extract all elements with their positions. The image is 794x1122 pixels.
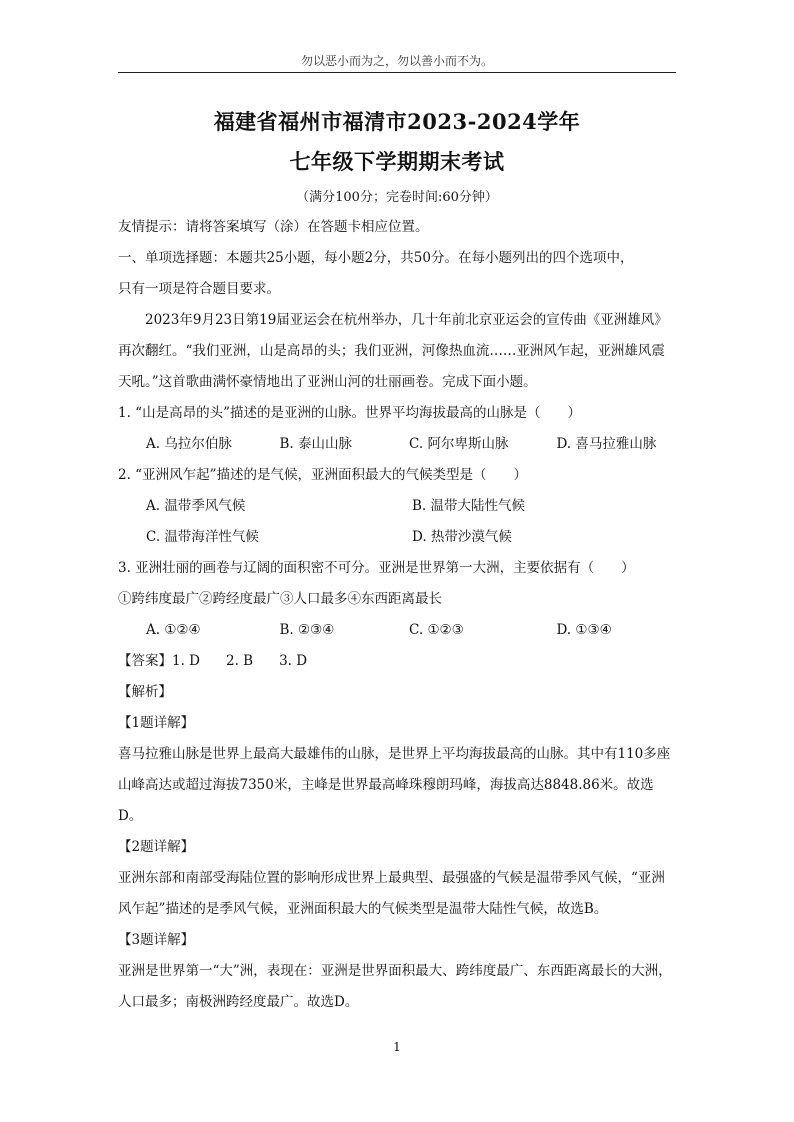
q3-detail-title: 【3题详解】 [118,932,195,948]
document-title-line2: 七年级下学期期末考试 [289,149,505,174]
question-2-options-row2 [118,522,676,553]
option-b: B. 泰山山脉 [279,436,353,452]
section-heading-line1: 一、单项选择题：本题共25小题，每小题2分，共50分。在每小题列出的四个选项中， [118,250,634,266]
header-rule [118,72,676,73]
document-subtitle: （满分100分；完卷时间:60分钟） [296,190,498,205]
q2-detail-text: 亚洲东部和南部受海陆位置的影响形成世界上最典型、最强盛的气候是温带季风气候，“亚洲风乍起”描述的是季风气候，亚洲面积最大的气候类型是温带大陆性气候，故选B。 [118,870,665,917]
reading-passage: 2023年9月23日第19届亚运会在杭州举办，几十年前北京亚运会的宣传曲《亚洲雄风》再次翻红。“我们亚洲，山是高昂的头；我们亚洲，河像热血流……亚洲风乍起，亚洲雄风震天吼。”这首歌曲满怀豪情地出了亚洲山河的壮丽画卷。完成下面小题。 [118,312,668,390]
analysis-label: 【解析】 [118,684,172,700]
option-b: B. ②③④ [279,622,335,638]
question-1-options [118,429,676,460]
q1-detail-text: 喜马拉雅山脉是世界上最高大最雄伟的山脉，是世界上平均海拔最高的山脉。其中有110多座山峰高达或超过海拔7350米，主峰是世界最高峰珠穆朗玛峰，海拔高达8848.86米。故选D。 [118,746,671,824]
option-a: A. 乌拉尔伯脉 [146,436,232,452]
question-2-options-row1 [118,491,676,522]
answer-label: 【答案】 [118,653,172,669]
answer-line [118,646,676,677]
question-2-stem: 2. “亚洲风乍起”描述的是气候，亚洲面积最大的气候类型是（ ） [118,467,527,483]
header-motto: 勿以恶小而为之，勿以善小而不为。 [300,54,493,68]
page-number: 1 [393,1040,401,1054]
option-c: C. 阿尔卑斯山脉 [409,436,509,452]
option-d: D. 喜马拉雅山脉 [556,436,657,452]
document-content [118,212,676,1018]
option-b: B. 温带大陆性气候 [412,498,526,514]
option-a: A. 温带季风气候 [146,498,246,514]
answer-item: 2. B [226,653,254,669]
friendly-tip: 友情提示：请将答案填写（涂）在答题卡相应位置。 [118,219,429,235]
question-3-statements: ①跨纬度最广②跨经度最广③人口最多④东西距离最长 [118,591,442,607]
answer-item: 3. D [279,653,308,669]
option-c: C. 温带海洋性气候 [146,529,259,545]
option-c: C. ①②③ [409,622,464,638]
question-3-stem: 3. 亚洲壮丽的画卷与辽阔的面积密不可分。亚洲是世界第一大洲，主要依据有（ ） [118,560,635,576]
answer-item: 1. D [172,653,200,669]
q3-detail-text: 亚洲是世界第一“大”洲，表现在：亚洲是世界面积最大、跨纬度最广、东西距离最长的大洲，人口最多；南极洲跨经度最广。故选D。 [118,963,672,1010]
q2-detail-title: 【2题详解】 [118,839,195,855]
section-heading-line2: 只有一项是符合题目要求。 [118,281,280,297]
option-d: D. ①③④ [556,622,612,638]
question-3-options [118,615,676,646]
option-d: D. 热带沙漠气候 [412,529,512,545]
document-title-line1: 福建省福州市福清市2023-2024学年 [213,109,581,134]
question-1-stem: 1. “山是高昂的头”描述的是亚洲的山脉。世界平均海拔最高的山脉是（ ） [118,405,581,421]
option-a: A. ①②④ [146,622,201,638]
q1-detail-title: 【1题详解】 [118,715,195,731]
